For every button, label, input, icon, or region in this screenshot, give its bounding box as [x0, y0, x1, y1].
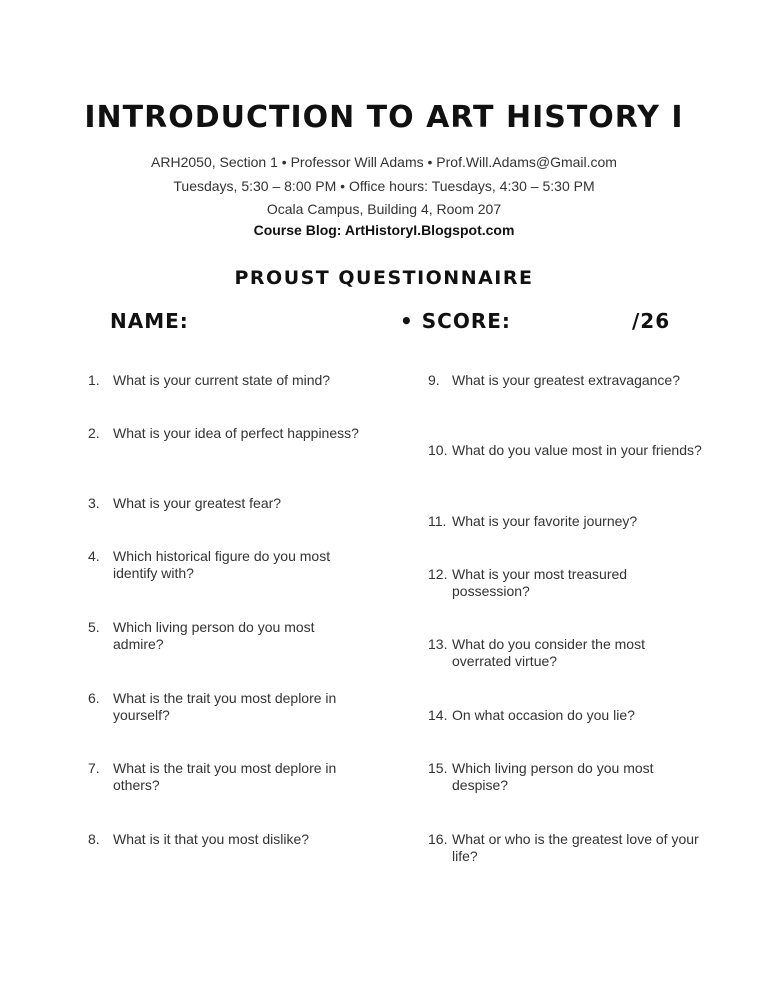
question-number: 6.: [88, 690, 100, 706]
question-text: What is your idea of perfect happiness?: [113, 425, 359, 441]
question-number: 15.: [428, 760, 448, 776]
question-text: What is the trait you most deplore in yourself?: [113, 690, 337, 723]
question-text: What is it that you most dislike?: [113, 831, 310, 847]
question-item: [428, 566, 713, 600]
question-text: What is your greatest extravagance?: [452, 372, 681, 388]
question-number: 12.: [428, 566, 448, 582]
course-blog: Course Blog: ArtHistoryI.Blogspot.com: [253, 222, 515, 238]
question-item: [428, 442, 713, 459]
question-item: [428, 513, 713, 530]
question-item: [428, 707, 713, 724]
question-item: [88, 831, 368, 848]
question-number: 16.: [428, 831, 448, 847]
question-number: 8.: [88, 831, 100, 847]
question-item: [88, 690, 368, 724]
question-number: 5.: [88, 619, 100, 635]
question-item: [88, 372, 368, 389]
question-item: [88, 548, 368, 582]
question-text: What or who is the greatest love of your life?: [452, 831, 699, 864]
question-text: What do you value most in your friends?: [452, 442, 702, 458]
question-item: [88, 495, 368, 512]
question-text: What is your favorite journey?: [452, 513, 638, 529]
question-text: What is the trait you most deplore in others?: [113, 760, 337, 793]
score-total: /26: [632, 309, 671, 333]
questionnaire-title: PROUST QUESTIONNAIRE: [234, 267, 534, 289]
question-number: 14.: [428, 707, 448, 723]
question-item: [428, 636, 713, 670]
name-label: NAME:: [110, 309, 189, 333]
page-title: INTRODUCTION TO ART HISTORY I: [84, 100, 684, 135]
question-number: 2.: [88, 425, 100, 441]
schedule-info: Tuesdays, 5:30 – 8:00 PM • Office hours: Tuesdays, 4:30 – 5:30 PM: [173, 178, 595, 194]
question-item: [88, 760, 368, 794]
score-label: • SCORE:: [400, 309, 511, 333]
question-number: 13.: [428, 636, 448, 652]
question-text: What is your most treasured possession?: [452, 566, 628, 599]
question-text: Which historical figure do you most identify with?: [113, 548, 331, 581]
question-number: 11.: [428, 513, 447, 529]
location-info: Ocala Campus, Building 4, Room 207: [266, 201, 502, 217]
question-item: [428, 760, 713, 794]
question-number: 1.: [88, 372, 100, 388]
question-text: What do you consider the most overrated virtue?: [452, 636, 645, 669]
question-number: 9.: [428, 372, 440, 388]
question-item: [88, 425, 368, 442]
question-number: 7.: [88, 760, 100, 776]
question-item: [428, 831, 713, 865]
question-text: What is your greatest fear?: [113, 495, 282, 511]
course-info: ARH2050, Section 1 • Professor Will Adams • Prof.Will.Adams@Gmail.com: [151, 154, 617, 170]
question-item: [428, 372, 713, 389]
question-text: Which living person do you most admire?: [113, 619, 315, 652]
question-number: 3.: [88, 495, 100, 511]
question-text: On what occasion do you lie?: [452, 707, 635, 723]
question-text: What is your current state of mind?: [113, 372, 331, 388]
question-text: Which living person do you most despise?: [452, 760, 654, 793]
question-item: [88, 619, 368, 653]
question-number: 10.: [428, 442, 448, 458]
question-number: 4.: [88, 548, 100, 564]
